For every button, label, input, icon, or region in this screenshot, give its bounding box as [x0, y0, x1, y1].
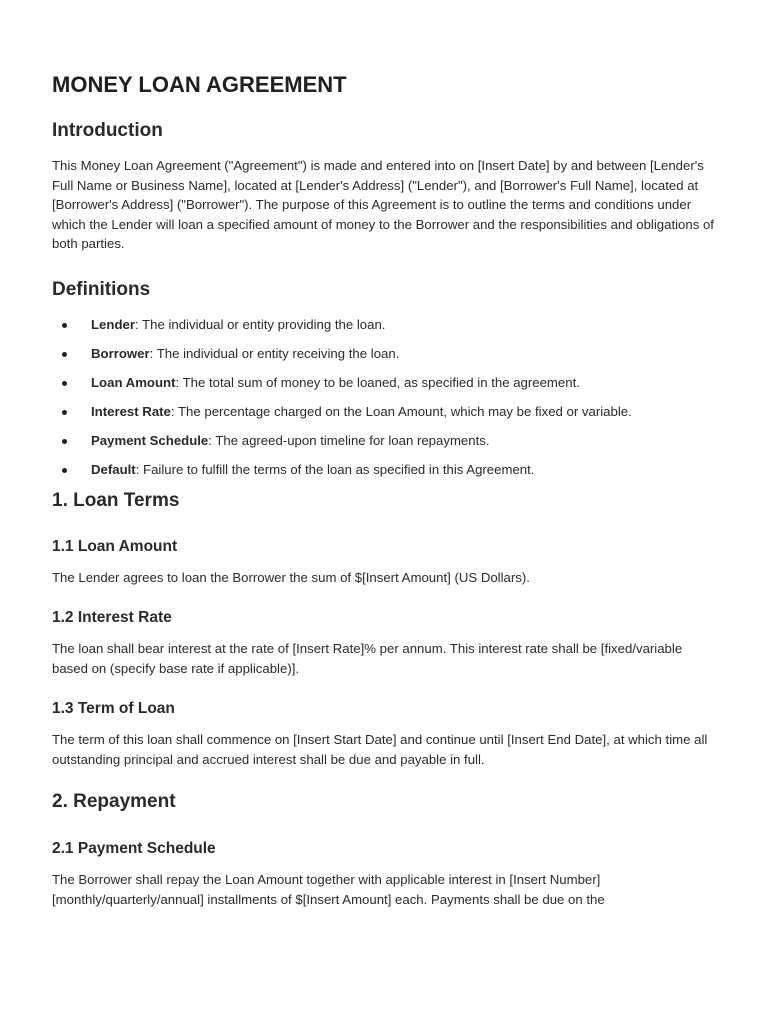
term-of-loan-paragraph: The term of this loan shall commence on [Insert Start Date] and continue until [Insert End Date], at which time all outstanding principal and accrued interest shall be due and payable in full.: [52, 732, 708, 767]
definition-item-borrower: [52, 344, 716, 364]
section-loan-terms-heading: 1. Loan Terms: [52, 489, 180, 511]
bullet-icon: [62, 439, 67, 444]
definition-term: Lender: [91, 316, 135, 332]
interest-rate-paragraph: The loan shall bear interest at the rate of [Insert Rate]% per annum. This interest rate shall be [fixed/variable based on (specify base rate if applicable)].: [52, 641, 683, 676]
loan-amount-paragraph: The Lender agrees to loan the Borrower the sum of $[Insert Amount] (US Dollars).: [52, 569, 530, 585]
introduction-heading: Introduction: [52, 120, 163, 141]
bullet-icon: [62, 468, 67, 473]
definition-term: Default: [91, 461, 136, 477]
definition-term: Interest Rate: [91, 403, 171, 419]
definition-text: : The percentage charged on the Loan Amount, which may be fixed or variable.: [170, 403, 632, 419]
definition-item-lender: [52, 315, 716, 335]
introduction-paragraph: This Money Loan Agreement ("Agreement") is made and entered into on [Insert Date] by and between [Lender's Full Name or Business Name], located at [Lender's Address] ("Lender"), and [Borrower's Full Name], located at [Borrower's Address] ("Borrower"). The purpose of this Agreement is to outline the terms and conditions under which the Lender will loan a specified amount of money to the Borrower and the responsibilities and obligations of both parties.: [52, 158, 714, 251]
term-of-loan-heading: 1.3 Term of Loan: [52, 700, 175, 717]
definition-item-default: [52, 460, 716, 480]
definitions-heading: Definitions: [52, 278, 151, 300]
definition-term: Borrower: [91, 345, 150, 361]
bullet-icon: [62, 410, 67, 415]
definition-text: : The agreed-upon timeline for loan repayments.: [208, 432, 490, 448]
definition-text: : The individual or entity providing the loan.: [134, 316, 386, 332]
bullet-icon: [62, 352, 67, 357]
section-repayment-heading: 2. Repayment: [52, 791, 176, 812]
definition-text: : The total sum of money to be loaned, as specified in the agreement.: [175, 374, 580, 390]
definition-item-interest-rate: [52, 402, 716, 422]
bullet-icon: [62, 381, 67, 386]
payment-schedule-heading: 2.1 Payment Schedule: [52, 840, 216, 857]
interest-rate-heading: 1.2 Interest Rate: [52, 609, 172, 626]
document-content: [52, 70, 716, 909]
definition-term: Payment Schedule: [91, 432, 209, 448]
definition-text: : The individual or entity receiving the loan.: [149, 345, 400, 361]
loan-amount-heading: 1.1 Loan Amount: [52, 537, 178, 555]
bullet-icon: [62, 323, 67, 328]
definition-item-payment-schedule: [52, 431, 716, 451]
definitions-list: [52, 315, 716, 480]
document-title: MONEY LOAN AGREEMENT: [52, 72, 347, 97]
payment-schedule-paragraph: The Borrower shall repay the Loan Amount together with applicable interest in [Insert Number] [monthly/quarterly/annual] installments of $[Insert Amount] each. Payments shall be due on the: [52, 872, 605, 907]
definition-term: Loan Amount: [91, 374, 176, 390]
definition-item-loan-amount: [52, 373, 716, 393]
definition-text: : Failure to fulfill the terms of the loan as specified in this Agreement.: [135, 461, 535, 477]
